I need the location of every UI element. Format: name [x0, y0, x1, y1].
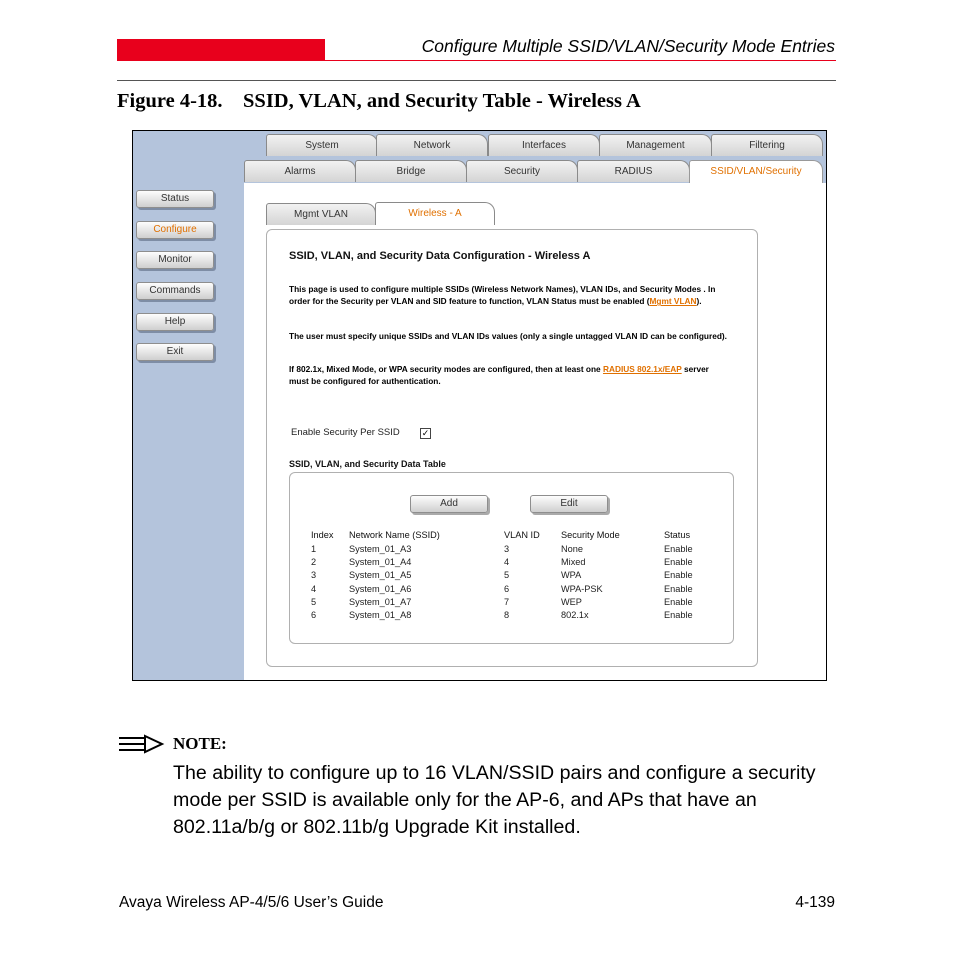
note-label: NOTE: [173, 734, 227, 753]
table-row-6-index-cell: 6 [311, 610, 317, 620]
table-row-5-ssid-cell: System_01_A7 [349, 596, 412, 607]
table-row-2-vlan-id-cell: 4 [504, 557, 510, 568]
table-row-1-vlan-id-cell: 3 [504, 544, 510, 554]
page-header-title: Configure Multiple SSID/VLAN/Security Mode Entries [421, 36, 835, 56]
tab-network[interactable]: Network [376, 134, 488, 156]
header-rule [117, 60, 836, 61]
tab-system[interactable]: System [266, 134, 378, 156]
para1-text: This page is used to configure multiple SSIDs (Wireless Network Names), VLAN IDs, and Security Modes . In order for the Security per VLAN and SID feature to function, VLAN Status must be enabled ( [289, 284, 716, 307]
col-header-vlan-id: VLAN ID [504, 530, 540, 540]
enable-security-checkbox[interactable]: ✓ [421, 428, 430, 438]
table-row-1-index-cell: 1 [311, 544, 317, 554]
table-row-2-status-cell: Enable [664, 557, 693, 568]
tab-ssid-vlan-security[interactable]: SSID/VLAN/Security [689, 160, 823, 183]
subtab-mgmt-vlan[interactable]: Mgmt VLAN [266, 203, 376, 225]
subtab-wireless-a[interactable]: Wireless - A [375, 202, 495, 225]
table-row-4-status-cell: Enable [664, 583, 693, 594]
table-row-5-security-mode-cell: WEP [561, 596, 582, 607]
tab-alarms[interactable]: Alarms [244, 160, 356, 182]
tab-radius[interactable]: RADIUS [577, 160, 690, 182]
table-title: SSID, VLAN, and Security Data Table [289, 459, 446, 469]
table-row-6-status-cell: Enable [664, 610, 693, 620]
add-button[interactable]: Add [410, 495, 488, 513]
table-row-3-vlan-id-cell: 5 [504, 570, 510, 581]
table-row-1-security-mode-cell: None [561, 544, 583, 554]
para3-text: If 802.1x, Mixed Mode, or WPA security modes are configured, then at least one [289, 364, 603, 374]
table-row-3-security-mode-cell: WPA [561, 570, 582, 581]
table-row-4-vlan-id-cell: 6 [504, 583, 510, 594]
header-red-bar [117, 39, 325, 60]
panel-title: SSID, VLAN, and Security Data Configuration - Wireless A [289, 250, 591, 262]
mgmt-vlan-link[interactable]: Mgmt VLAN [649, 296, 697, 307]
table-row-2-ssid-cell: System_01_A4 [349, 557, 412, 568]
figure-caption: Figure 4-18. SSID, VLAN, and Security Table - Wireless A [117, 90, 641, 112]
info-paragraph-1 [289, 283, 721, 307]
tab-interfaces[interactable]: Interfaces [488, 134, 600, 156]
table-row-3-index-cell: 3 [311, 570, 317, 581]
note-text: The ability to configure up to 16 VLAN/SSID pairs and configure a security mode per SSID is available only for the AP-6, and APs that have an 802.11a/b/g or 802.11b/g Upgrade Kit installed. [173, 762, 816, 838]
table-row-6-vlan-id-cell: 8 [504, 610, 510, 620]
sidebar-help-button[interactable]: Help [136, 313, 214, 331]
tab-filtering[interactable]: Filtering [711, 134, 823, 156]
para3-text-end: server must be configured for authentication. [289, 364, 709, 387]
table-row-4-ssid-cell: System_01_A6 [349, 583, 412, 594]
sidebar-status-button[interactable]: Status [136, 190, 214, 208]
sidebar-monitor-button[interactable]: Monitor [136, 251, 214, 269]
col-header-security-mode: Security Mode [561, 530, 620, 540]
table-row-5-status-cell: Enable [664, 596, 693, 607]
para1-text-end: ). [696, 296, 702, 307]
sidebar-configure-button[interactable]: Configure [136, 221, 214, 239]
note-arrow-icon [117, 734, 165, 754]
table-row-5-index-cell: 5 [311, 596, 317, 607]
col-header-status: Status [664, 530, 691, 540]
sidebar-exit-button[interactable]: Exit [136, 343, 214, 361]
tab-security[interactable]: Security [466, 160, 578, 182]
info-paragraph-2: The user must specify unique SSIDs and VLAN IDs values (only a single untagged VLAN ID can be configured). [289, 331, 727, 341]
table-row-3-status-cell: Enable [664, 570, 693, 581]
enable-security-label: Enable Security Per SSID [291, 427, 400, 438]
table-row-6-ssid-cell: System_01_A8 [349, 610, 412, 620]
tab-bridge[interactable]: Bridge [355, 160, 467, 182]
sidebar-commands-button[interactable]: Commands [136, 282, 214, 300]
table-row-3-ssid-cell: System_01_A5 [349, 570, 412, 581]
table-row-4-security-mode-cell: WPA-PSK [561, 583, 603, 594]
tab-management[interactable]: Management [599, 134, 712, 156]
table-row-5-vlan-id-cell: 7 [504, 596, 510, 607]
header-divider [117, 80, 836, 81]
info-paragraph-3 [289, 363, 719, 387]
footer-page-number: 4-139 [795, 894, 835, 911]
edit-button[interactable]: Edit [530, 495, 608, 513]
footer-guide-title: Avaya Wireless AP-4/5/6 User’s Guide [119, 894, 384, 911]
sidebar-background [133, 131, 244, 680]
figure-screenshot [132, 130, 827, 681]
col-header-index: Index [311, 530, 334, 540]
table-row-6-security-mode-cell: 802.1x [561, 610, 589, 620]
table-row-1-status-cell: Enable [664, 544, 693, 554]
radius-8021x-eap-link[interactable]: RADIUS 802.1x/EAP [602, 364, 682, 374]
table-row-2-index-cell: 2 [311, 557, 317, 568]
table-row-2-security-mode-cell: Mixed [561, 557, 586, 568]
table-row-4-index-cell: 4 [311, 583, 317, 594]
table-row-1-ssid-cell: System_01_A3 [349, 544, 412, 554]
col-header-ssid: Network Name (SSID) [349, 530, 440, 540]
